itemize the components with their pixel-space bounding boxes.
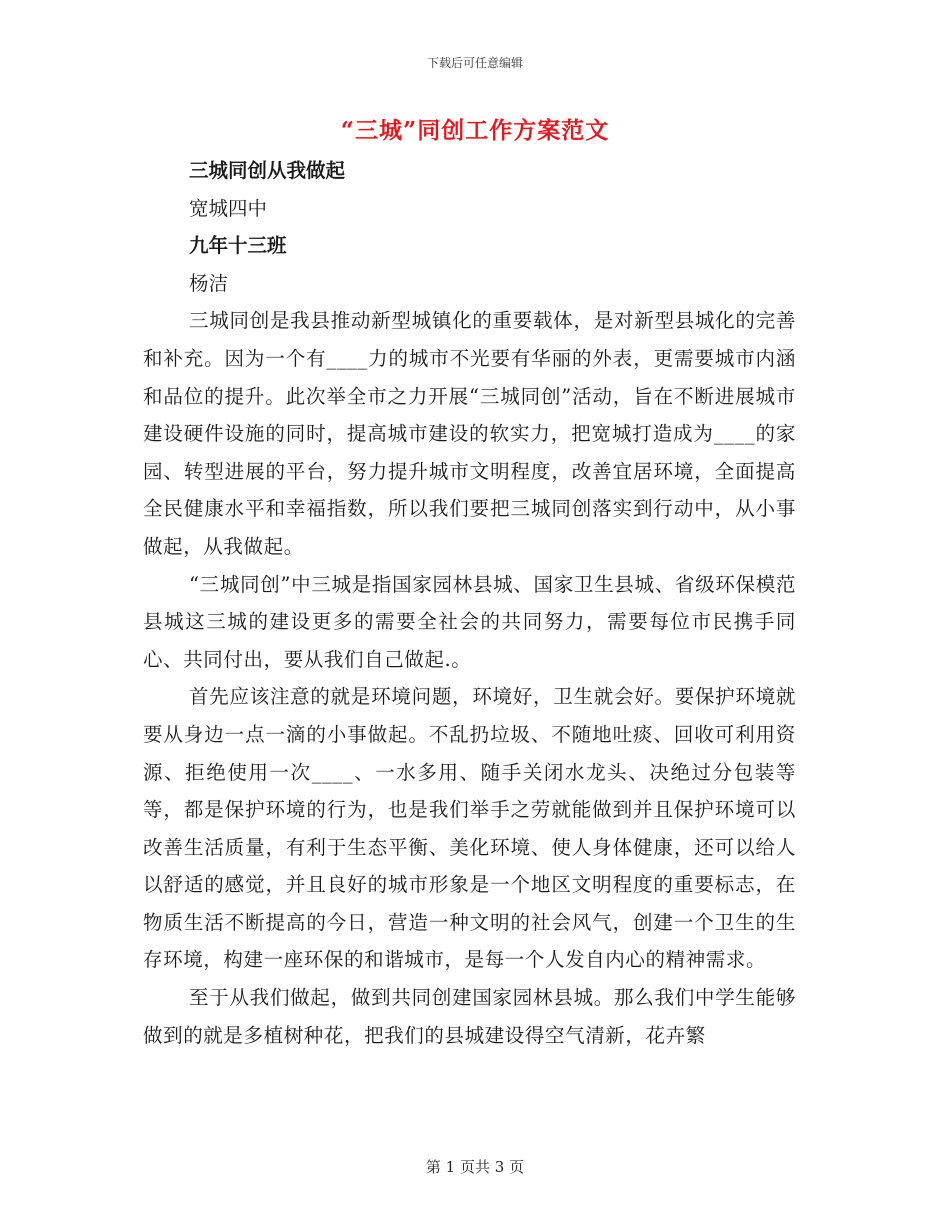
body-paragraph-4: 至于从我们做起，做到共同创建国家园林县城。那么我们中学生能够做到的就是多植树种花，把我们的县城建设得空气清新，花卉繁 (143, 986, 796, 1047)
document-body (143, 152, 796, 1054)
page-header: 下载后可任意编辑 (426, 56, 523, 70)
page-number: 第 1 页共 3 页 (425, 1158, 525, 1176)
document-title: “三城”同创工作方案范文 (340, 117, 610, 144)
school-name: 宽城四中 (189, 196, 268, 220)
body-paragraph-1: 三城同创是我县推动新型城镇化的重要载体，是对新型县城化的完善和补充。因为一个有____力的城市不光要有华丽的外表，更需要城市内涵和品位的提升。此次举全市之力开展“三城同创”活动，旨在不断进展城市建设硬件设施的同时，提高城市建设的软实力，把宽城打造成为____的家园、转型进展的平台，努力提升城市文明程度，改善宜居环境，全面提高全民健康水平和幸福指数，所以我们要把三城同创落实到行动中，从小事做起，从我做起。 (143, 309, 796, 558)
document-subtitle: 三城同创从我做起 (189, 159, 346, 182)
body-paragraph-3: 首先应该注意的就是环境问题，环境好，卫生就会好。要保护环境就要从身边一点一滴的小事做起。不乱扔垃圾、不随地吐痰、回收可利用资源、拒绝使用一次____、一水多用、随手关闭水龙头、决绝过分包装等等，都是保护环境的行为，也是我们举手之劳就能做到并且保护环境可以改善生活质量，有利于生态平衡、美化环境、使人身体健康，还可以给人以舒适的感觉，并且良好的城市形象是一个地区文明程度的重要标志，在物质生活不断提高的今日，营造一种文明的社会风气，创建一个卫生的生存环境，构建一座环保的和谐城市，是每一个人发自内心的精神需求。 (143, 685, 796, 972)
author-name: 杨洁 (189, 271, 229, 295)
class-name: 九年十三班 (189, 234, 287, 258)
body-paragraph-2: “三城同创”中三城是指国家园林县城、国家卫生县城、省级环保模范县城这三城的建设更多的需要全社会的共同努力，需要每位市民携手同心、共同付出，要从我们自己做起.。 (143, 572, 796, 671)
